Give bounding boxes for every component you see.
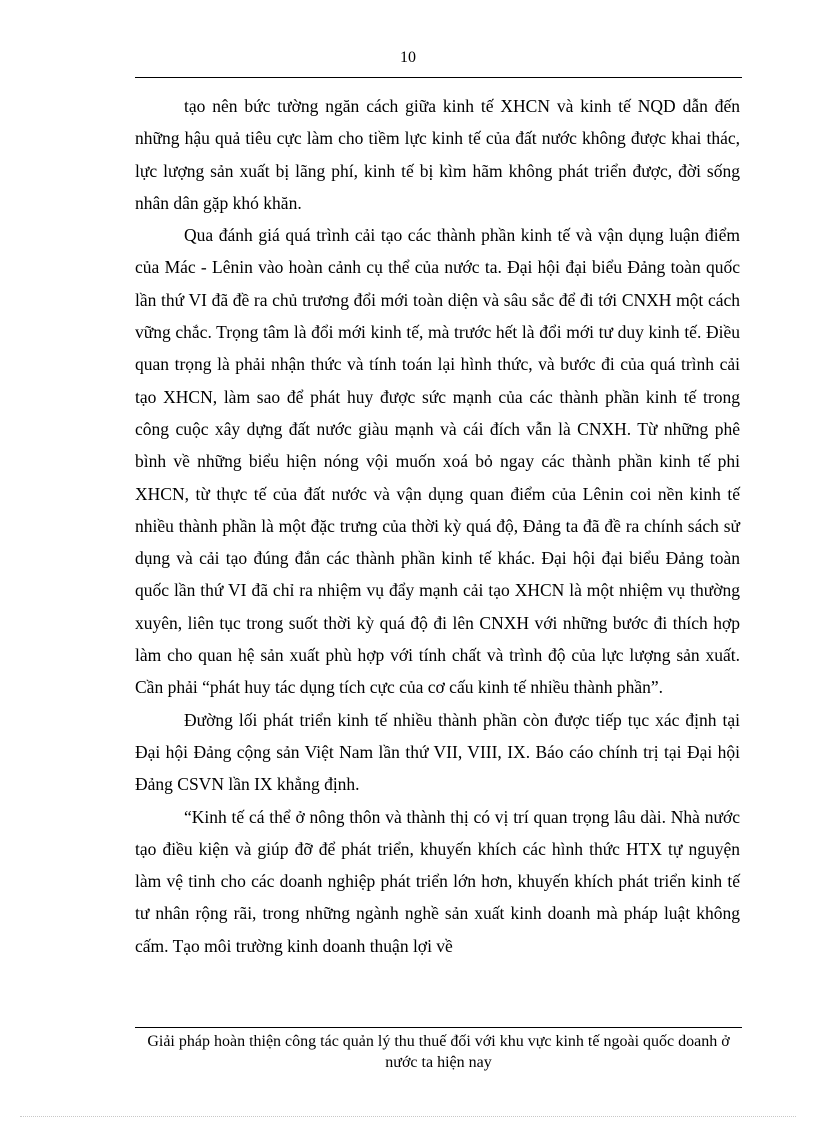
document-body xyxy=(135,90,740,962)
paragraph-quote: “Kinh tế cá thể ở nông thôn và thành thị có vị trí quan trọng lâu dài. Nhà nước tạo điều kiện và giúp đỡ để phát triển, khuyến khích các hình thức HTX tự nguyện làm vệ tinh cho các doanh nghiệp phát triển lớn hơn, khuyến khích phát triển kinh tế tư nhân rộng rãi, trong những ngành nghề sản xuất kinh doanh mà pháp luật không cấm. Tạo môi trường kinh doanh thuận lợi về xyxy=(135,806,740,956)
paragraph-continuation: tạo nên bức tường ngăn cách giữa kinh tế XHCN và kinh tế NQD dẫn đến những hậu quả tiêu cực làm cho tiềm lực kinh tế của đất nước không được khai thác, lực lượng sản xuất bị lãng phí, kinh tế bị kìm hãm không phát triển được, đời sống nhân dân gặp khó khăn. xyxy=(135,96,740,213)
page-number: 10 xyxy=(400,49,416,66)
footer-title: Giải pháp hoàn thiện công tác quản lý thu thuế đối với khu vực kinh tế ngoài quốc doanh ở nước ta hiện nay xyxy=(147,1033,730,1071)
paragraph: Đường lối phát triển kinh tế nhiều thành phần còn được tiếp tục xác định tại Đại hội Đảng cộng sản Việt Nam lần thứ VII, VIII, IX. Báo cáo chính trị tại Đại hội Đảng CSVN lần IX khẳng định. xyxy=(135,709,740,795)
paragraph: Qua đánh giá quá trình cải tạo các thành phần kinh tế và vận dụng luận điểm của Mác - Lênin vào hoàn cảnh cụ thể của nước ta. Đại hội đại biểu Đảng toàn quốc lần thứ VI đã đề ra chủ trương đổi mới toàn diện và sâu sắc để đi tới CNXH một cách vững chắc. Trọng tâm là đổi mới kinh tế, mà trước hết là đổi mới tư duy kinh tế. Điều quan trọng là phải nhận thức và tính toán lại hình thức, và bước đi của quá trình cải tạo XHCN, làm sao để phát huy được sức mạnh của các thành phần kinh tế trong công cuộc xây dựng đất nước giàu mạnh và cái đích vẫn là CNXH. Từ những phê bình về những biểu hiện nóng vội muốn xoá bỏ ngay các thành phần kinh tế phi XHCN, từ thực tế của đất nước và vận dụng quan điểm của Lênin coi nền kinh tế nhiều thành phần là một đặc trưng của thời kỳ quá độ, Đảng ta đã đề ra chính sách sử dụng và cải tạo đúng đắn các thành phần kinh tế khác. Đại hội đại biểu Đảng toàn quốc lần thứ VI đã chỉ ra nhiệm vụ đẩy mạnh cải tạo XHCN là một nhiệm vụ thường xuyên, liên tục trong suốt thời kỳ quá độ đi lên CNXH với những bước đi thích hợp làm cho quan hệ sản xuất phù hợp với tính chất và trình độ của lực lượng sản xuất. Cần phải “phát huy tác dụng tích cực của cơ cấu kinh tế nhiều thành phần”. xyxy=(135,225,740,698)
header-divider xyxy=(135,77,742,78)
footer-divider xyxy=(135,1027,742,1028)
page-edge-line xyxy=(20,1116,796,1117)
